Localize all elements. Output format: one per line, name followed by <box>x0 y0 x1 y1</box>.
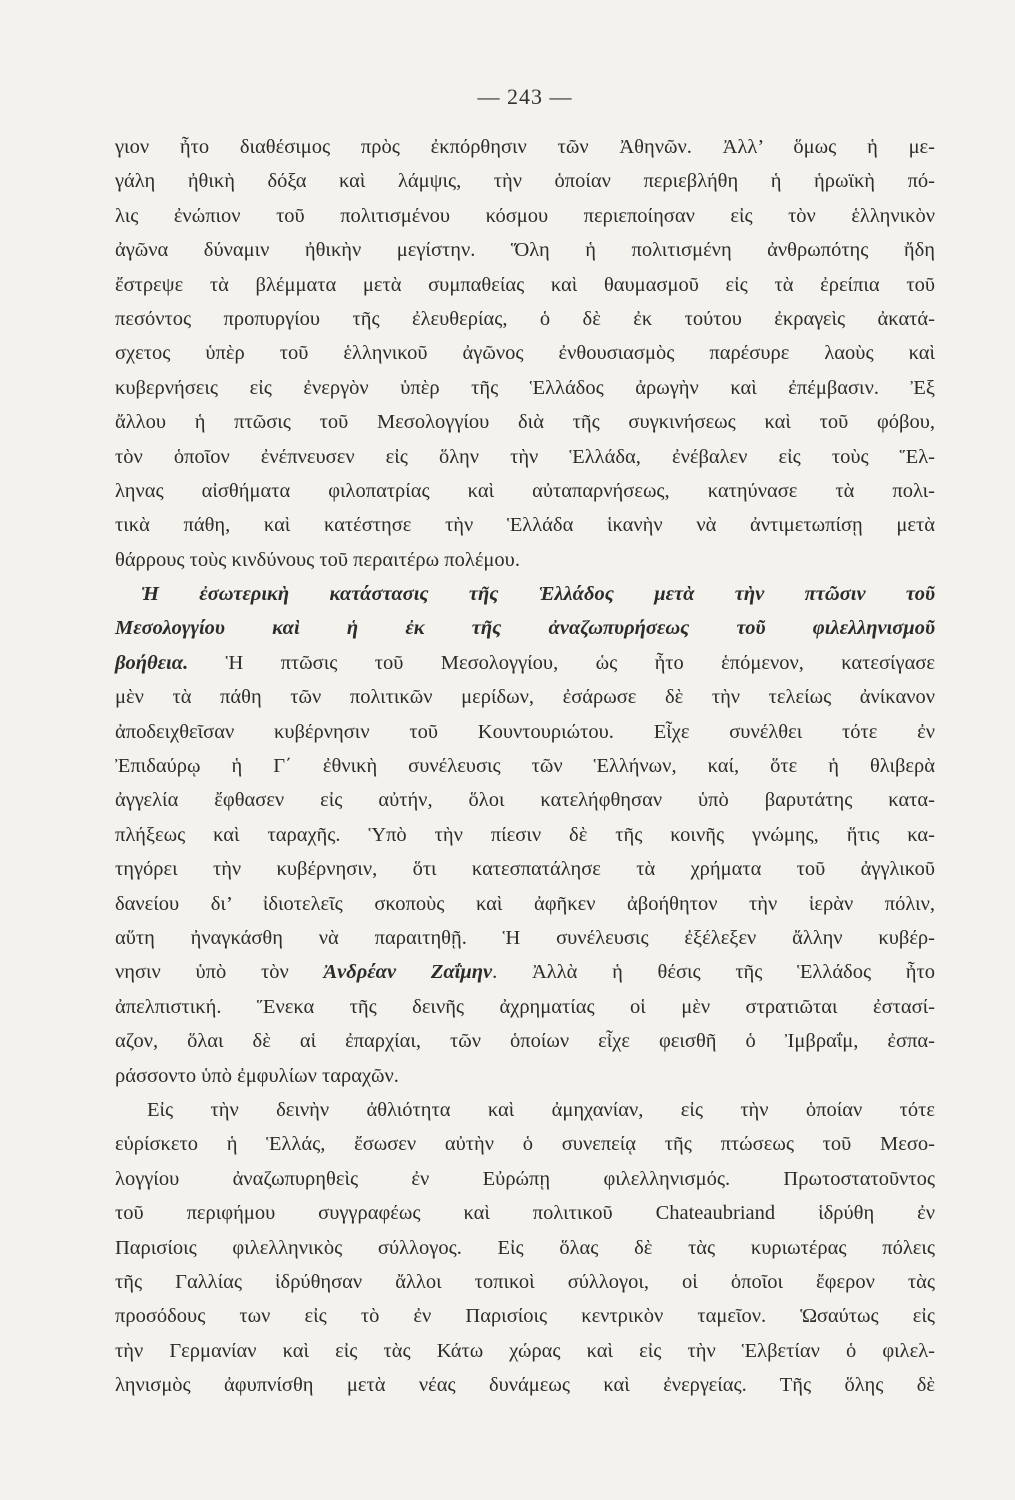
text-line: δανείου δι’ ἰδιοτελεῖς σκοποὺς καὶ ἀφῆκεν ἀβοήθητον τὴν ἱερὰν πόλιν, <box>115 892 935 915</box>
text-line <box>115 646 935 680</box>
text-line: ράσσοντο ὑπὸ ἐμφυλίων ταραχῶν. <box>115 1064 399 1087</box>
text-line: τὴν Γερμανίαν καὶ εἰς τὰς Κάτω χώρας καὶ εἰς τὴν Ἑλβετίαν ὁ φιλελ- <box>115 1339 935 1362</box>
text-line: ληνας αἰσθήματα φιλοπατρίας καὶ αὐταπαρνήσεως, κατηύνασε τὰ πολι- <box>115 479 935 502</box>
text-line: κυβερνήσεις εἰς ἐνεργὸν ὑπὲρ τῆς Ἑλλάδος ἀρωγὴν καὶ ἐπέμβασιν. Ἐξ <box>115 376 935 399</box>
text-line: τικὰ πάθη, καὶ κατέστησε τὴν Ἑλλάδα ἱκανὴν νὰ ἀντιμετωπίσῃ μετὰ <box>115 514 935 537</box>
text-line: γάλη ἠθικὴ δόξα καὶ λάμψις, τὴν ὁποίαν περιεβλήθη ἡ ἡρωϊκὴ πό- <box>115 170 935 193</box>
text-line: προσόδους των εἰς τὸ ἐν Παρισίοις κεντρικὸν ταμεῖον. Ὡσαύτως εἰς <box>115 1305 935 1328</box>
page-number: — 243 — <box>477 84 573 109</box>
emphasized-name: Ἀνδρέαν Ζαΐμην <box>323 961 493 984</box>
section-heading-text: βοήθεια. <box>115 651 189 674</box>
text-line: αὕτη ἠναγκάσθη νὰ παραιτηθῇ. Ἡ συνέλευσις ἐξέλεξεν ἄλλην κυβέρ- <box>115 926 935 949</box>
text-line: σχετος ὑπὲρ τοῦ ἑλληνικοῦ ἀγῶνος ἐνθουσιασμὸς παρέσυρε λαοὺς καὶ <box>115 342 935 365</box>
paragraph-text: Ἡ πτῶσις τοῦ Μεσολογγίου, ὡς ἦτο ἑπόμενον, κατεσίγασε <box>225 651 935 674</box>
text-line: Παρισίοις φιλελληνικὸς σύλλογος. Εἰς ὅλας δὲ τὰς κυριωτέρας πόλεις <box>115 1236 935 1259</box>
text-line: θάρρους τοὺς κινδύνους τοῦ περαιτέρω πολέμου. <box>115 548 520 571</box>
text-line: μὲν τὰ πάθη τῶν πολιτικῶν μερίδων, ἐσάρωσε δὲ τὴν τελείως ἀνίκανον <box>115 686 935 709</box>
text-line: ἔστρεψε τὰ βλέμματα μετὰ συμπαθείας καὶ θαυμασμοῦ εἰς τὰ ἐρείπια τοῦ <box>115 273 935 296</box>
text-line: γιον ἦτο διαθέσιμος πρὸς ἐκπόρθησιν τῶν Ἀθηνῶν. Ἀλλ’ ὅμως ἡ με- <box>115 136 935 158</box>
page-body <box>115 130 935 1402</box>
text-line: ἀπελπιστική. Ἕνεκα τῆς δεινῆς ἀχρηματίας οἱ μὲν στρατιῶται ἐστασί- <box>115 995 935 1018</box>
section-heading-text: Ἡ ἐσωτερικὴ κατάστασις τῆς Ἑλλάδος μετὰ τὴν πτῶσιν τοῦ <box>141 583 935 606</box>
text-line: ληνισμὸς ἀφυπνίσθη μετὰ νέας δυνάμεως καὶ ἐνεργείας. Τῆς ὅλης δὲ <box>115 1374 935 1397</box>
text-line: τηγόρει τὴν κυβέρνησιν, ὅτι κατεσπατάλησε τὰ χρήματα τοῦ ἀγγλικοῦ <box>115 858 935 881</box>
text-line: τοῦ περιφήμου συγγραφέως καὶ πολιτικοῦ Chateaubriand ἱδρύθη ἐν <box>115 1202 935 1225</box>
paragraph-text: . Ἀλλὰ ἡ θέσις τῆς Ἑλλάδος ἦτο <box>492 961 935 984</box>
text-line: πλήξεως καὶ ταραχῆς. Ὑπὸ τὴν πίεσιν δὲ τῆς κοινῆς γνώμης, ἥτις κα- <box>115 823 935 846</box>
text-line: ἀγγελία ἔφθασεν εἰς αὐτήν, ὅλοι κατελήφθησαν ὑπὸ βαρυτάτης κατα- <box>115 789 935 812</box>
text-line: τὸν ὁποῖον ἐνέπνευσεν εἰς ὅλην τὴν Ἑλλάδα, ἐνέβαλεν εἰς τοὺς Ἕλ- <box>115 445 935 468</box>
text-line: Εἰς τὴν δεινὴν ἀθλιότητα καὶ ἀμηχανίαν, εἰς τὴν ὁποίαν τότε <box>147 1098 935 1121</box>
text-line: αζον, ὅλαι δὲ αἱ ἐπαρχίαι, τῶν ὁποίων εἶχε φεισθῆ ὁ Ἰμβραΐμ, ἐσπα- <box>115 1030 935 1053</box>
text-line <box>115 955 935 989</box>
section-heading-line <box>115 611 935 645</box>
text-line: λις ἐνώπιον τοῦ πολιτισμένου κόσμου περιεποίησαν εἰς τὸν ἑλληνικὸν <box>115 204 935 227</box>
text-line: εὑρίσκετο ἡ Ἑλλάς, ἔσωσεν αὐτὴν ὁ συνεπείᾳ τῆς πτώσεως τοῦ Μεσο- <box>115 1133 935 1156</box>
text-line: τῆς Γαλλίας ἱδρύθησαν ἄλλοι τοπικοὶ σύλλογοι, οἱ ὁποῖοι ἔφερον τὰς <box>115 1270 935 1293</box>
section-heading-text: Μεσολογγίου καὶ ἡ ἐκ τῆς ἀναζωπυρήσεως τοῦ φιλελληνισμοῦ <box>115 617 935 640</box>
text-line: ἀποδειχθεῖσαν κυβέρνησιν τοῦ Κουντουριώτου. Εἶχε συνέλθει τότε ἐν <box>115 720 935 743</box>
paragraph-text: νησιν ὑπὸ τὸν <box>115 961 289 984</box>
text-line: Ἐπιδαύρῳ ἡ Γ΄ ἐθνικὴ συνέλευσις τῶν Ἑλλήνων, καί, ὅτε ἡ θλιβερὰ <box>115 755 935 778</box>
text-line: πεσόντος προπυργίου τῆς ἐλευθερίας, ὁ δὲ ἐκ τούτου ἐκραγεὶς ἀκατά- <box>115 307 935 330</box>
section-heading-line <box>115 577 935 611</box>
text-line: ἄλλου ἡ πτῶσις τοῦ Μεσολογγίου διὰ τῆς συγκινήσεως καὶ τοῦ φόβου, <box>115 411 935 434</box>
text-line: λογγίου ἀναζωπυρηθεὶς ἐν Εὐρώπῃ φιλελληνισμός. Πρωτοστατοῦντος <box>115 1167 935 1190</box>
text-line: ἀγῶνα δύναμιν ἠθικὴν μεγίστην. Ὅλη ἡ πολιτισμένη ἀνθρωπότης ἤδη <box>115 239 935 262</box>
